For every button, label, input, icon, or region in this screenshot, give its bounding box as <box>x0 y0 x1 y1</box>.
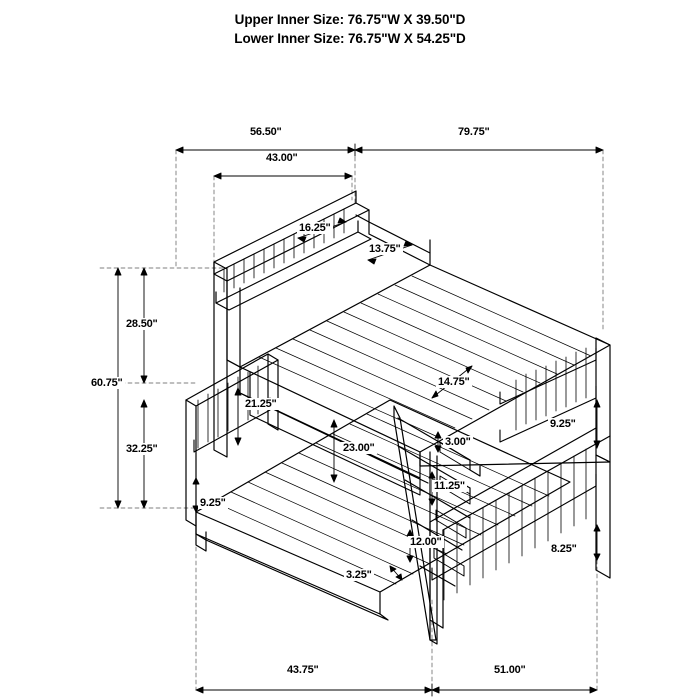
dim-lower-clearance: 12.00" <box>410 536 442 548</box>
dim-ladder-side: 21.25" <box>245 398 277 410</box>
dim-right-foot-height: 8.25" <box>551 543 577 555</box>
dim-top-left-width: 56.50" <box>250 126 282 138</box>
dim-bottom-right-width: 51.00" <box>494 664 526 676</box>
dim-overall-height: 60.75" <box>91 377 123 389</box>
dim-lower-height: 32.25" <box>126 443 158 455</box>
dim-foot-clearance: 3.25" <box>346 569 372 581</box>
dim-left-leg-height: 9.25" <box>200 497 226 509</box>
dim-lower-deck-depth: 23.00" <box>343 442 375 454</box>
dim-upper-post-depth: 14.75" <box>438 376 470 388</box>
dim-right-guard: 9.25" <box>550 418 576 430</box>
dim-top-right-width: 79.75" <box>458 126 490 138</box>
dim-ladder-step-rise: 11.25" <box>434 480 465 492</box>
dim-upper-guard-b: 13.75" <box>369 243 401 255</box>
dim-bottom-left-width: 43.75" <box>287 664 319 676</box>
dim-upper-deck-height: 28.50" <box>126 318 158 330</box>
dim-upper-rail-width: 43.00" <box>266 152 298 164</box>
dim-upper-guard-a: 16.25" <box>299 222 331 234</box>
dim-ladder-step-gap: 3.00" <box>445 436 471 448</box>
upper-inner-size-text: Upper Inner Size: 76.75"W X 39.50"D <box>234 12 466 27</box>
lower-inner-size-text: Lower Inner Size: 76.75"W X 54.25"D <box>234 31 466 46</box>
